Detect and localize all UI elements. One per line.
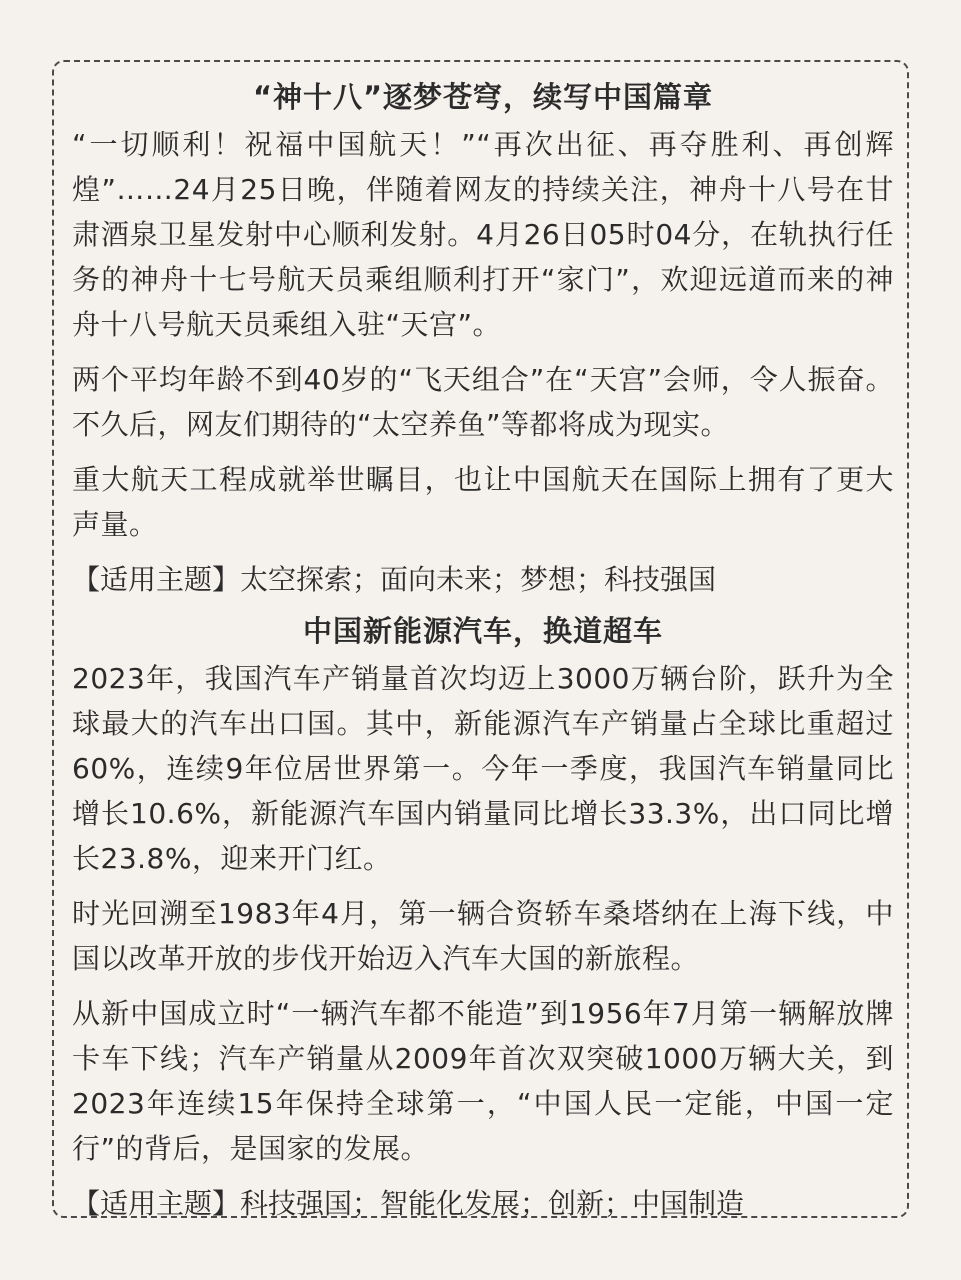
- section-new-energy-vehicles: [72, 606, 894, 1226]
- paragraph: 时光回溯至1983年4月，第一辆合资轿车桑塔纳在上海下线，中国以改革开放的步伐开始迈入汽车大国的新旅程。: [72, 897, 894, 975]
- section-title: 中国新能源汽车，换道超车: [302, 614, 663, 648]
- section-shenzhou18: [72, 72, 894, 602]
- paragraph: 重大航天工程成就举世瞩目，也让中国航天在国际上拥有了更大声量。: [72, 463, 894, 541]
- section-title: “神十八”逐梦苍穹，续写中国篇章: [252, 80, 714, 114]
- article-content: [72, 72, 894, 1230]
- paragraph: “一切顺利！祝福中国航天！”“再次出征、再夺胜利、再创辉煌”……24月25日晚，伴随着网友的持续关注，神舟十八号在甘肃酒泉卫星发射中心顺利发射。4月26日05时04分，在轨执行任务的神舟十七号航天员乘组顺利打开“家门”，欢迎远道而来的神舟十八号航天员乘组入驻“天宫”。: [72, 128, 894, 341]
- applicable-themes: 【适用主题】太空探索；面向未来；梦想；科技强国: [72, 563, 717, 596]
- paragraph: 从新中国成立时“一辆汽车都不能造”到1956年7月第一辆解放牌卡车下线；汽车产销量从2009年首次双突破1000万辆大关，到2023年连续15年保持全球第一，“中国人民一定能，中国一定行”的背后，是国家的发展。: [72, 997, 894, 1165]
- applicable-themes: 【适用主题】科技强国；智能化发展；创新；中国制造: [72, 1187, 745, 1220]
- paragraph: 2023年，我国汽车产销量首次均迈上3000万辆台阶，跃升为全球最大的汽车出口国。其中，新能源汽车产销量占全球比重超过60%，连续9年位居世界第一。今年一季度，我国汽车销量同比增长10.6%，新能源汽车国内销量同比增长33.3%，出口同比增长23.8%，迎来开门红。: [72, 662, 894, 875]
- paragraph: 两个平均年龄不到40岁的“飞天组合”在“天宫”会师，令人振奋。不久后，网友们期待的“太空养鱼”等都将成为现实。: [72, 363, 894, 441]
